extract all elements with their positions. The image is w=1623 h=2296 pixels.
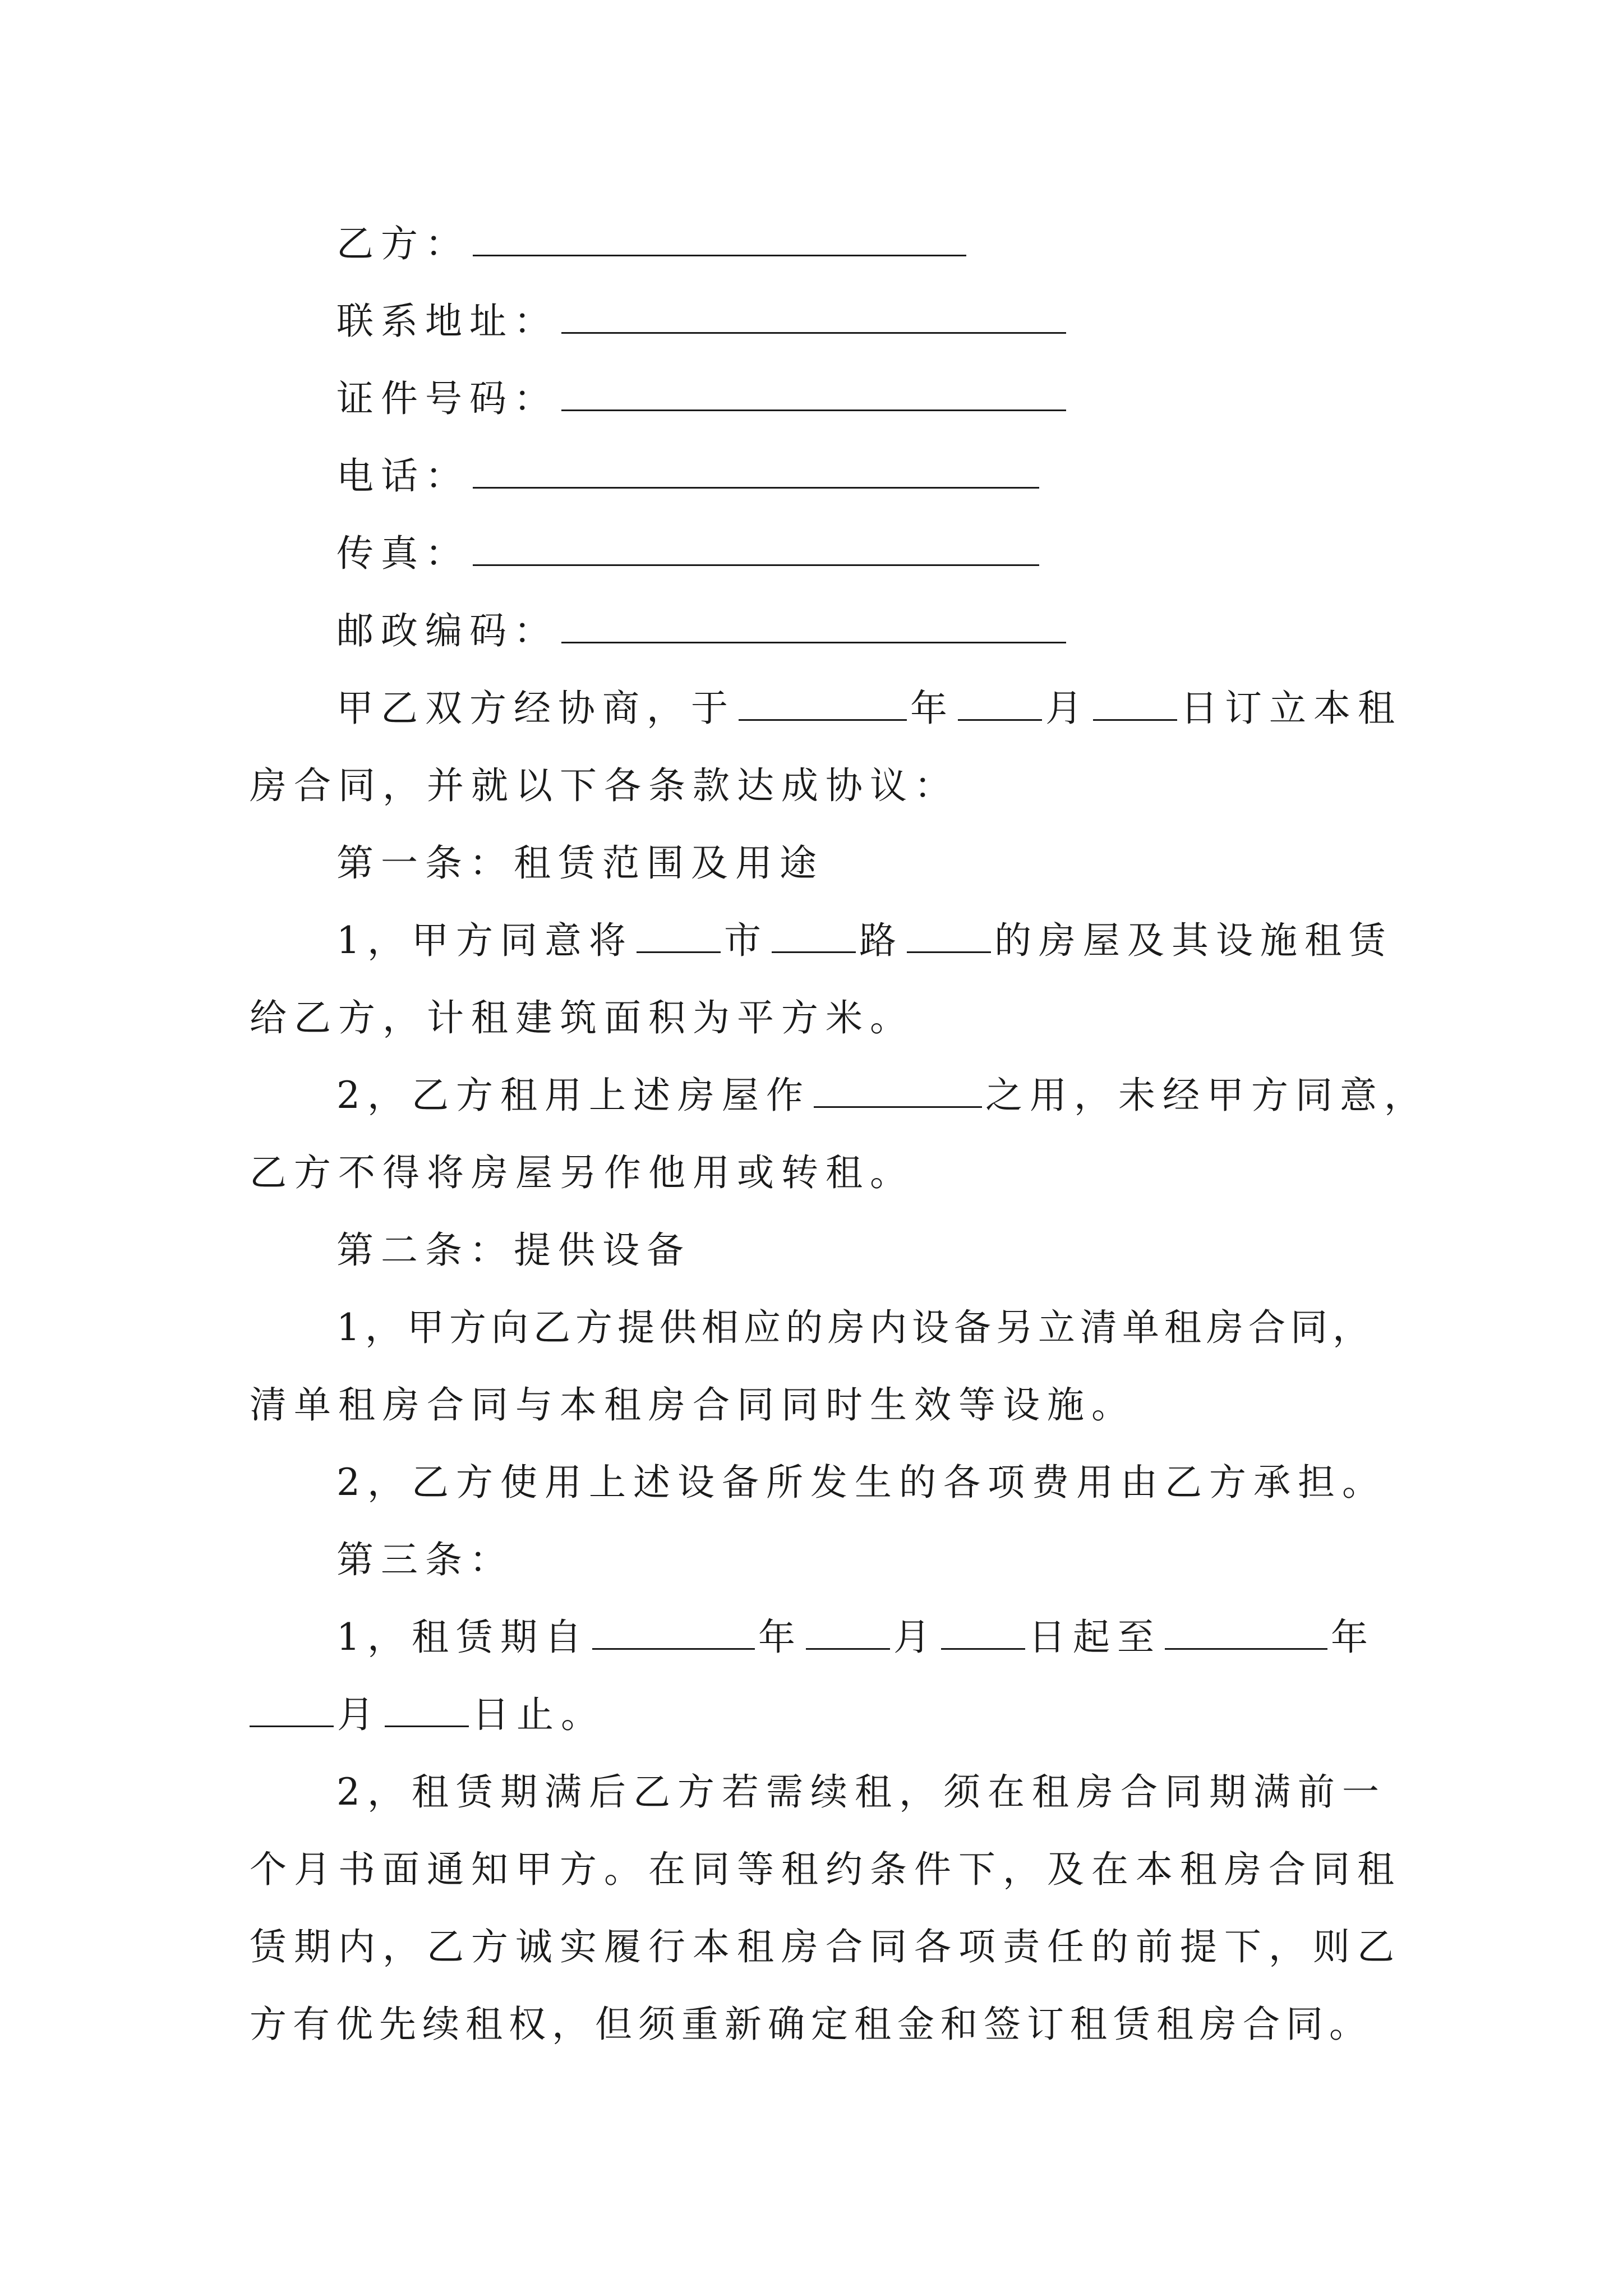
id-number-label: 证件号码：	[336, 377, 558, 420]
start-month-label: 月	[893, 1616, 938, 1659]
number-blank	[907, 923, 991, 953]
address-label: 联系地址：	[336, 300, 558, 343]
party-b-name-blank	[473, 227, 966, 256]
fax-line	[336, 532, 1043, 575]
address-blank	[561, 304, 1066, 334]
fax-blank	[473, 536, 1039, 566]
article-3-item-1-line-1	[336, 1616, 1375, 1659]
article-3-item-2-line-3: 赁期内，乙方诚实履行本租房合同各项责任的前提下，则乙	[250, 1925, 1401, 1968]
a1-i2-text-end: 之用，未经甲方同意，	[985, 1074, 1428, 1117]
road-label: 路	[859, 919, 903, 962]
start-month-blank	[806, 1620, 890, 1650]
end-year-label: 年	[1331, 1616, 1375, 1659]
article-1-title: 第一条：租赁范围及用途	[336, 841, 824, 885]
a1-i2-text: 2，乙方租用上述房屋作	[336, 1074, 810, 1117]
phone-line	[336, 454, 1043, 498]
phone-blank	[473, 459, 1039, 489]
city-label: 市	[724, 919, 768, 962]
id-number-line	[336, 377, 1069, 420]
article-3-item-2-line-4: 方有优先续租权，但须重新确定租金和签订租赁租房合同。	[250, 2003, 1372, 2046]
a3-i1-mid: 日起至	[1029, 1616, 1161, 1659]
intro-month-label: 月	[1045, 687, 1090, 730]
usage-blank	[814, 1078, 982, 1108]
article-2-title: 第二条：提供设备	[336, 1228, 691, 1272]
postcode-line	[336, 609, 1069, 652]
article-3-item-2-line-1: 2，租赁期满后乙方若需续租，须在租房合同期满前一	[336, 1770, 1386, 1814]
intro-line-2: 房合同，并就以下各条款达成协议：	[250, 764, 958, 807]
article-2-item-1-line-2: 清单租房合同与本租房合同同时生效等设施。	[250, 1383, 1136, 1427]
start-day-blank	[941, 1620, 1025, 1650]
start-year-label: 年	[758, 1616, 803, 1659]
a3-i1-text: 1，租赁期自	[336, 1616, 589, 1659]
article-1-item-1-line-2: 给乙方，计租建筑面积为平方米。	[250, 996, 914, 1039]
city-blank	[637, 923, 721, 953]
intro-text: 甲乙双方经协商，于	[336, 687, 735, 730]
intro-line-1	[336, 687, 1402, 730]
end-year-blank	[1165, 1620, 1327, 1650]
a1-i1-text-end: 的房屋及其设施租赁	[994, 919, 1393, 962]
intro-day-blank	[1093, 691, 1177, 721]
end-month-label: 月	[337, 1693, 381, 1736]
intro-month-blank	[958, 691, 1042, 721]
intro-year-label: 年	[910, 687, 955, 730]
article-3-item-1-line-2	[250, 1693, 605, 1736]
intro-text-end: 日订立本租	[1181, 687, 1402, 730]
address-line	[336, 300, 1069, 343]
article-3-title: 第三条：	[336, 1538, 514, 1581]
end-day-blank	[385, 1697, 469, 1727]
road-blank	[772, 923, 856, 953]
id-number-blank	[561, 381, 1066, 411]
end-month-blank	[250, 1697, 334, 1727]
party-b-name-line	[336, 222, 970, 265]
intro-year-blank	[739, 691, 907, 721]
article-3-item-2-line-2: 个月书面通知甲方。在同等租约条件下，及在本租房合同租	[250, 1848, 1401, 1891]
article-1-item-1-line-1	[336, 919, 1393, 962]
a3-i1-end: 日止。	[472, 1693, 605, 1736]
party-b-name-label: 乙方：	[336, 222, 469, 265]
article-1-item-2-line-1	[336, 1074, 1428, 1117]
a1-i1-text: 1，甲方同意将	[336, 919, 633, 962]
phone-label: 电话：	[336, 454, 469, 498]
article-1-item-2-line-2: 乙方不得将房屋另作他用或转租。	[250, 1151, 914, 1194]
article-2-item-1-line-1: 1，甲方向乙方提供相应的房内设备另立清单租房合同，	[336, 1306, 1375, 1349]
article-2-item-2: 2，乙方使用上述设备所发生的各项费用由乙方承担。	[336, 1461, 1386, 1504]
postcode-label: 邮政编码：	[336, 609, 558, 652]
postcode-blank	[561, 614, 1066, 643]
start-year-blank	[592, 1620, 755, 1650]
fax-label: 传真：	[336, 532, 469, 575]
